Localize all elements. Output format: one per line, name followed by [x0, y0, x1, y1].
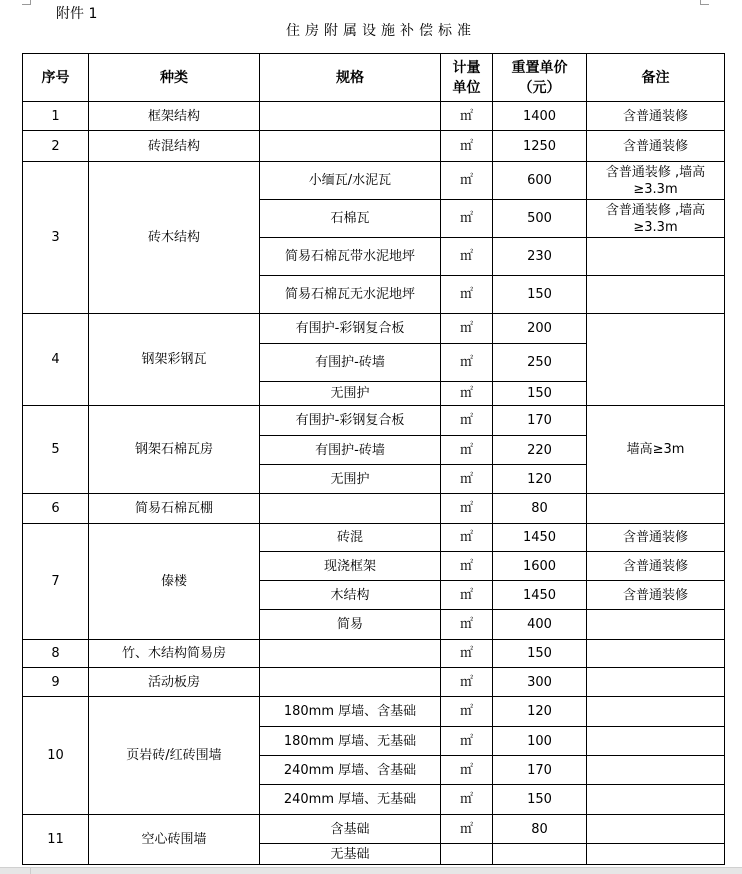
- specification: 小缅瓦/水泥瓦: [260, 162, 441, 200]
- row-number: 6: [23, 494, 89, 524]
- facility-type: 页岩砖/红砖围墙: [89, 697, 260, 815]
- facility-type: 砖木结构: [89, 162, 260, 314]
- header-no: 序号: [23, 54, 89, 102]
- unit: ㎡: [441, 162, 493, 200]
- unit: ㎡: [441, 276, 493, 314]
- page-corner-mark-left: [22, 0, 31, 5]
- facility-type: 钢架彩钢瓦: [89, 314, 260, 406]
- unit: ㎡: [441, 668, 493, 697]
- unit: ㎡: [441, 102, 493, 131]
- unit-price: 250: [493, 344, 587, 382]
- remark: 含普通装修: [587, 102, 725, 131]
- row-number: 10: [23, 697, 89, 815]
- row-number: 4: [23, 314, 89, 406]
- unit: ㎡: [441, 494, 493, 524]
- remark: 含普通装修 ,墙高≥3.3m: [587, 162, 725, 200]
- remark: [587, 640, 725, 668]
- unit-price: 400: [493, 610, 587, 640]
- unit-price: 80: [493, 815, 587, 844]
- specification: 砖混: [260, 524, 441, 552]
- unit-price: 1250: [493, 131, 587, 162]
- header-unit: 计量单位: [441, 54, 493, 102]
- unit: ㎡: [441, 524, 493, 552]
- unit-price: 500: [493, 200, 587, 238]
- unit-price: 1600: [493, 552, 587, 581]
- remark: [587, 494, 725, 524]
- unit: ㎡: [441, 727, 493, 756]
- unit-price: 80: [493, 494, 587, 524]
- specification: 简易石棉瓦带水泥地坪: [260, 238, 441, 276]
- unit-price: 150: [493, 276, 587, 314]
- row-number: 7: [23, 524, 89, 640]
- specification: 无围护: [260, 382, 441, 406]
- remark: [587, 668, 725, 697]
- unit: ㎡: [441, 382, 493, 406]
- unit: ㎡: [441, 552, 493, 581]
- page-corner-mark-right: [700, 0, 709, 5]
- specification: 简易石棉瓦无水泥地坪: [260, 276, 441, 314]
- table-row: [23, 697, 725, 727]
- unit: ㎡: [441, 344, 493, 382]
- unit-price: 170: [493, 756, 587, 785]
- document-title: 住房附属设施补偿标准: [286, 23, 476, 39]
- specification: 240mm 厚墙、无基础: [260, 785, 441, 815]
- unit: ㎡: [441, 785, 493, 815]
- annex-label: 附件 1: [56, 6, 98, 22]
- remark: [587, 610, 725, 640]
- unit-price: 1400: [493, 102, 587, 131]
- specification: 现浇框架: [260, 552, 441, 581]
- unit-price: 230: [493, 238, 587, 276]
- header-price: 重置单价（元）: [493, 54, 587, 102]
- header-remark: 备注: [587, 54, 725, 102]
- specification: 简易: [260, 610, 441, 640]
- unit: ㎡: [441, 200, 493, 238]
- unit-price: [493, 844, 587, 865]
- remark: 含普通装修: [587, 552, 725, 581]
- remark: [587, 727, 725, 756]
- specification: 含基础: [260, 815, 441, 844]
- remark: 含普通装修: [587, 581, 725, 610]
- unit-price: 150: [493, 382, 587, 406]
- row-number: 1: [23, 102, 89, 131]
- unit-price: 120: [493, 697, 587, 727]
- specification: [260, 131, 441, 162]
- compensation-table: [22, 53, 725, 865]
- facility-type: 砖混结构: [89, 131, 260, 162]
- specification: 180mm 厚墙、无基础: [260, 727, 441, 756]
- table-row: [23, 406, 725, 436]
- remark: [587, 785, 725, 815]
- unit: ㎡: [441, 815, 493, 844]
- specification: [260, 640, 441, 668]
- unit: ㎡: [441, 697, 493, 727]
- remark: 含普通装修 ,墙高≥3.3m: [587, 200, 725, 238]
- header-spec: 规格: [260, 54, 441, 102]
- unit: ㎡: [441, 314, 493, 344]
- unit-price: 1450: [493, 581, 587, 610]
- row-number: 9: [23, 668, 89, 697]
- specification: 有围护-彩钢复合板: [260, 314, 441, 344]
- row-number: 3: [23, 162, 89, 314]
- specification: [260, 102, 441, 131]
- unit-price: 300: [493, 668, 587, 697]
- unit-price: 220: [493, 436, 587, 465]
- unit: ㎡: [441, 238, 493, 276]
- remark: 含普通装修: [587, 131, 725, 162]
- row-number: 5: [23, 406, 89, 494]
- row-number: 8: [23, 640, 89, 668]
- facility-type: 钢架石棉瓦房: [89, 406, 260, 494]
- table-row: [23, 102, 725, 131]
- unit: ㎡: [441, 131, 493, 162]
- table-row: [23, 524, 725, 552]
- specification: 无基础: [260, 844, 441, 865]
- specification: 石棉瓦: [260, 200, 441, 238]
- specification: 有围护-砖墙: [260, 344, 441, 382]
- specification: 有围护-彩钢复合板: [260, 406, 441, 436]
- facility-type: 傣楼: [89, 524, 260, 640]
- specification: [260, 668, 441, 697]
- facility-type: 活动板房: [89, 668, 260, 697]
- remark: [587, 697, 725, 727]
- remark: [587, 276, 725, 314]
- facility-type: 空心砖围墙: [89, 815, 260, 865]
- remark: [587, 844, 725, 865]
- unit: ㎡: [441, 581, 493, 610]
- specification: 240mm 厚墙、含基础: [260, 756, 441, 785]
- facility-type: 竹、木结构简易房: [89, 640, 260, 668]
- specification: 180mm 厚墙、含基础: [260, 697, 441, 727]
- unit-price: 600: [493, 162, 587, 200]
- specification: 有围护-砖墙: [260, 436, 441, 465]
- unit-price: 170: [493, 406, 587, 436]
- table-row: [23, 494, 725, 524]
- unit-price: 1450: [493, 524, 587, 552]
- unit: ㎡: [441, 465, 493, 494]
- remark: [587, 756, 725, 785]
- unit-price: 150: [493, 785, 587, 815]
- remark: 墙高≥3m: [587, 406, 725, 494]
- unit: ㎡: [441, 610, 493, 640]
- specification: 无围护: [260, 465, 441, 494]
- facility-type: 简易石棉瓦棚: [89, 494, 260, 524]
- table-row: [23, 314, 725, 344]
- facility-type: 框架结构: [89, 102, 260, 131]
- row-number: 11: [23, 815, 89, 865]
- table-row: [23, 131, 725, 162]
- remark: [587, 238, 725, 276]
- unit-price: 100: [493, 727, 587, 756]
- unit: ㎡: [441, 406, 493, 436]
- unit-price: 150: [493, 640, 587, 668]
- unit: ㎡: [441, 640, 493, 668]
- table-row: [23, 640, 725, 668]
- unit-price: 120: [493, 465, 587, 494]
- remark: [587, 314, 725, 406]
- unit: ㎡: [441, 756, 493, 785]
- unit: [441, 844, 493, 865]
- header-row: [23, 54, 725, 102]
- specification: [260, 494, 441, 524]
- header-type: 种类: [89, 54, 260, 102]
- row-number: 2: [23, 131, 89, 162]
- table-row: [23, 668, 725, 697]
- remark: [587, 815, 725, 844]
- table-row: [23, 815, 725, 844]
- table-row: [23, 162, 725, 200]
- unit: ㎡: [441, 436, 493, 465]
- specification: 木结构: [260, 581, 441, 610]
- unit-price: 200: [493, 314, 587, 344]
- remark: 含普通装修: [587, 524, 725, 552]
